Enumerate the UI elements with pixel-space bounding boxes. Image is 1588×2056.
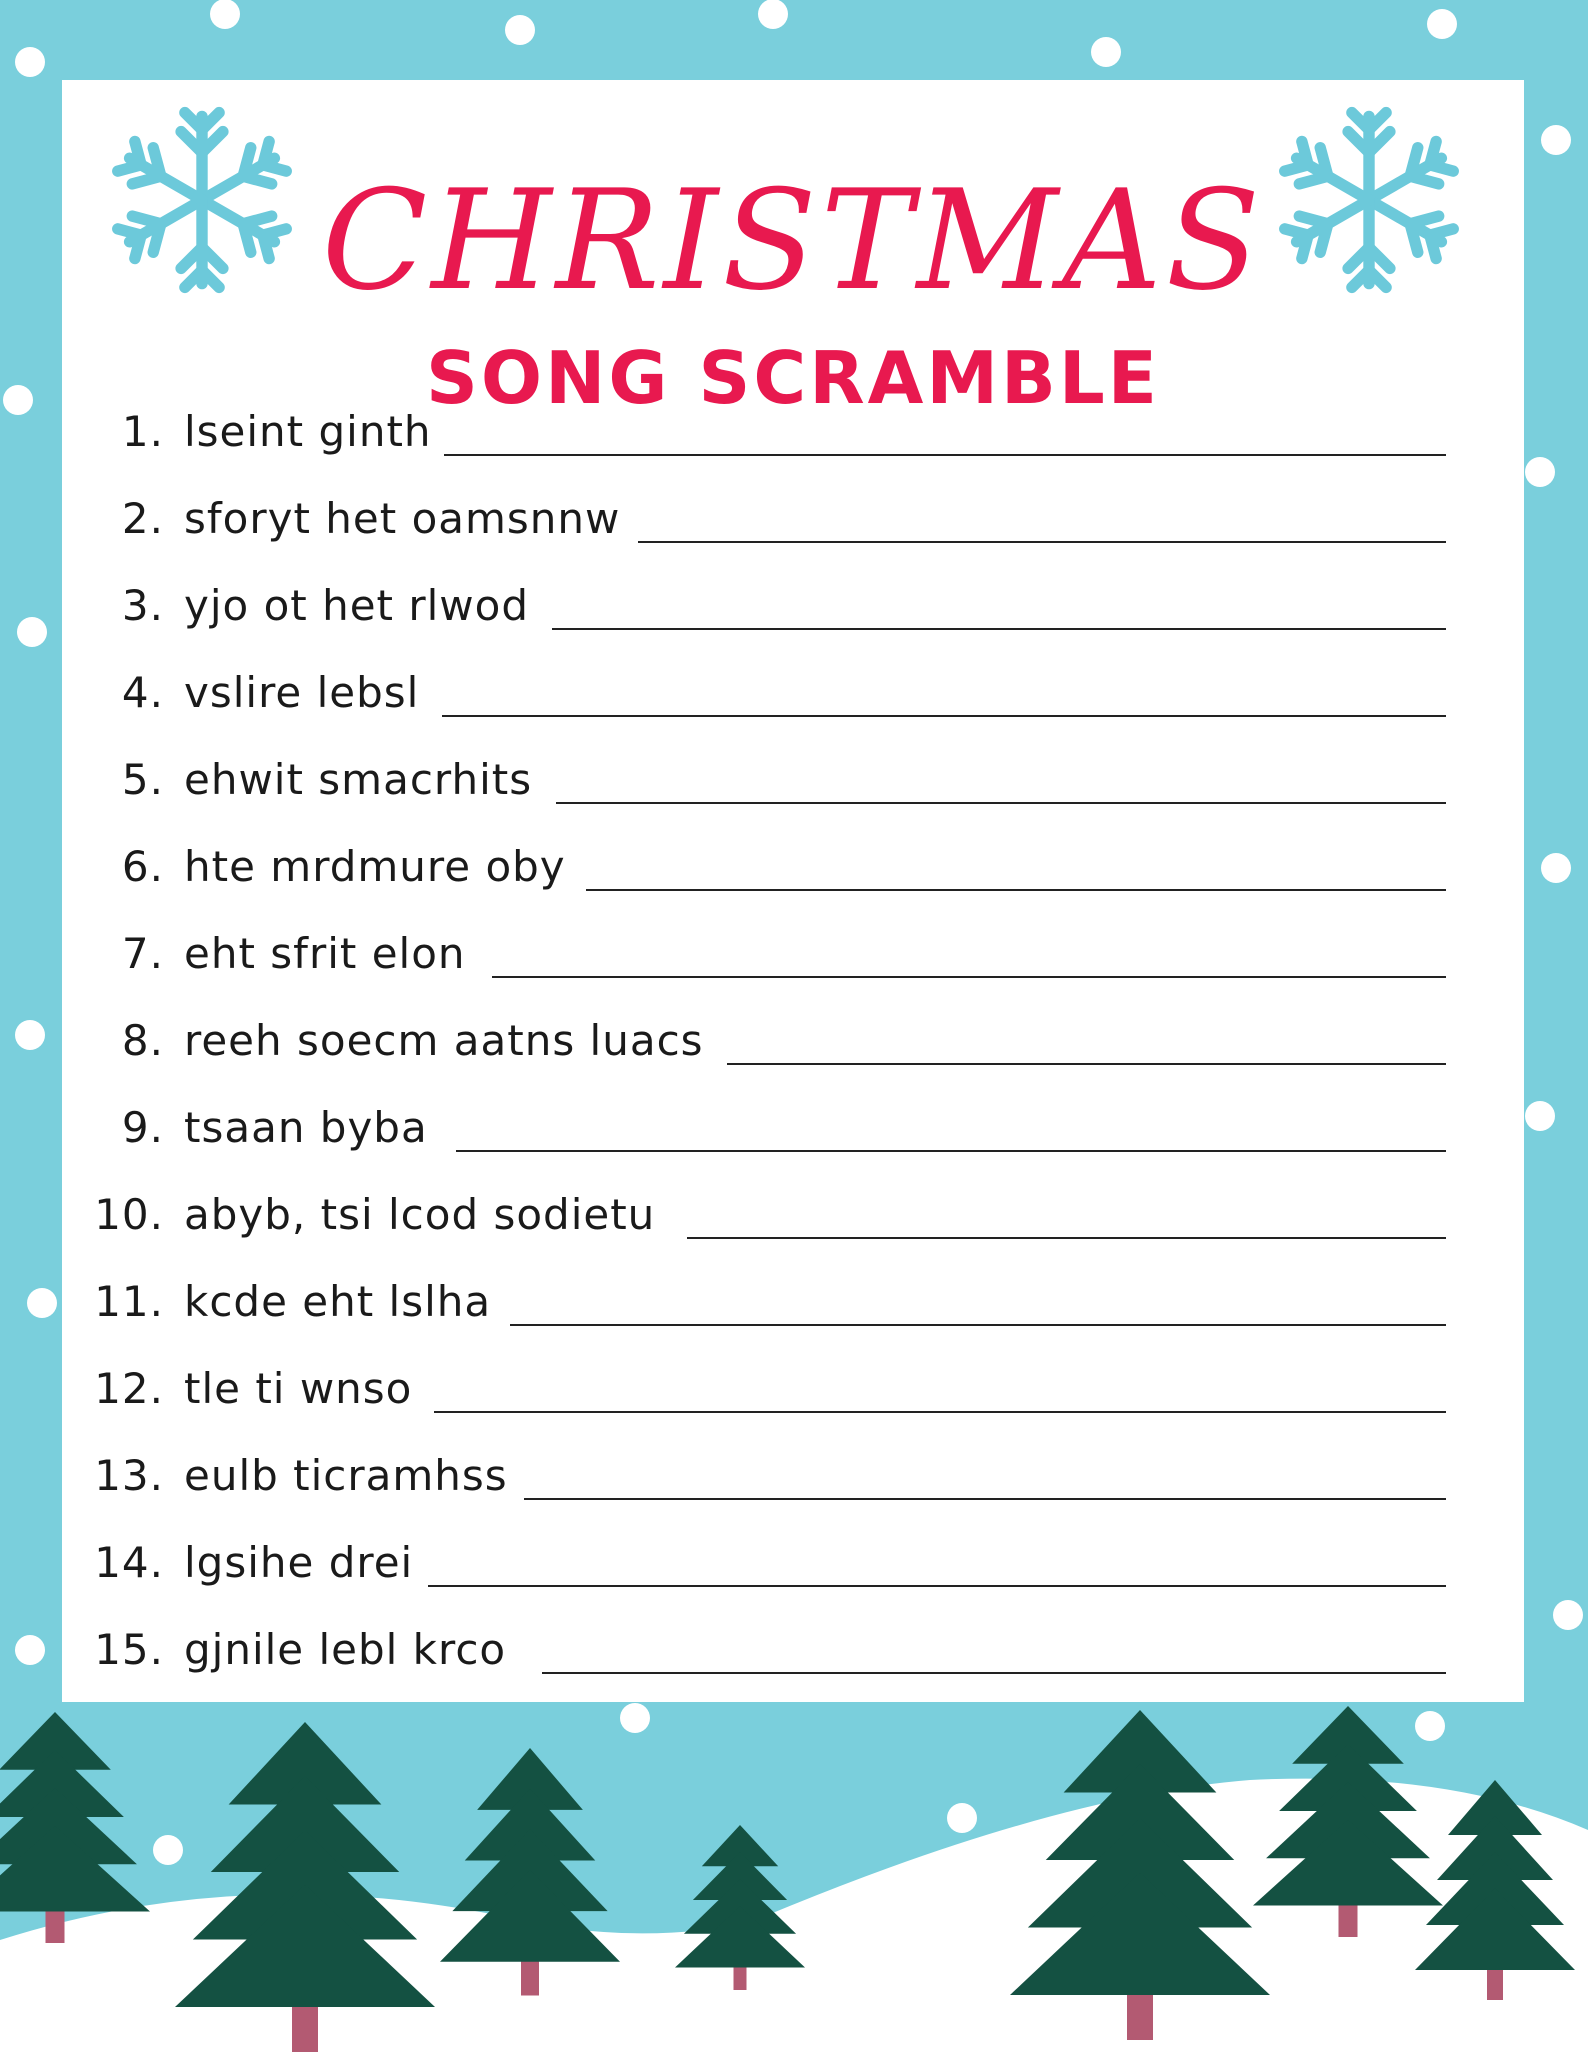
scrambled-text: tsaan byba xyxy=(184,1103,428,1152)
snow-dot xyxy=(1525,1101,1555,1131)
snow-dot xyxy=(1427,9,1457,39)
answer-line[interactable] xyxy=(586,889,1446,891)
answer-line[interactable] xyxy=(456,1150,1446,1152)
answer-line[interactable] xyxy=(638,541,1446,543)
item-number: 2. xyxy=(121,494,164,543)
scrambled-text: sforyt het oamsnnw xyxy=(184,494,621,543)
list-item xyxy=(62,402,1524,462)
pine-tree xyxy=(175,1722,435,2052)
scrambled-text: tle ti wnso xyxy=(184,1364,413,1413)
list-item xyxy=(62,1098,1524,1158)
list-item xyxy=(62,1011,1524,1071)
snow-dot xyxy=(505,15,535,45)
snow-dot xyxy=(620,1703,650,1733)
item-number: 15. xyxy=(94,1625,164,1674)
list-item xyxy=(62,1446,1524,1506)
snow-dot xyxy=(15,1635,45,1665)
snow-dot xyxy=(210,0,240,29)
item-number: 14. xyxy=(94,1538,164,1587)
scrambled-text: eulb ticramhss xyxy=(184,1451,508,1500)
list-item xyxy=(62,1272,1524,1332)
answer-line[interactable] xyxy=(434,1411,1446,1413)
snow-dot xyxy=(1415,1711,1445,1741)
scrambled-text: gjnile lebl krco xyxy=(184,1625,507,1674)
snow-dot xyxy=(1541,853,1571,883)
pine-tree xyxy=(675,1825,805,1990)
scrambled-text: lseint ginth xyxy=(184,407,432,456)
answer-line[interactable] xyxy=(524,1498,1446,1500)
snow-dot xyxy=(1553,1600,1583,1630)
list-item xyxy=(62,1620,1524,1680)
list-item xyxy=(62,1359,1524,1419)
item-number: 10. xyxy=(94,1190,164,1239)
list-item xyxy=(62,1185,1524,1245)
snow-dot xyxy=(17,617,47,647)
scrambled-text: vslire lebsl xyxy=(184,668,420,717)
list-item xyxy=(62,489,1524,549)
list-item xyxy=(62,663,1524,723)
scrambled-text: kcde eht lslha xyxy=(184,1277,492,1326)
answer-line[interactable] xyxy=(687,1237,1446,1239)
scrambled-text: yjo ot het rlwod xyxy=(184,581,530,630)
page-subtitle: SONG SCRAMBLE xyxy=(426,336,1160,420)
scrambled-text: ehwit smacrhits xyxy=(184,755,533,804)
worksheet-card xyxy=(62,80,1524,1702)
item-number: 1. xyxy=(121,407,164,456)
answer-line[interactable] xyxy=(442,715,1446,717)
list-item xyxy=(62,750,1524,810)
item-number: 4. xyxy=(121,668,164,717)
item-number: 11. xyxy=(94,1277,164,1326)
snow-dot xyxy=(1525,457,1555,487)
scrambled-text: abyb, tsi lcod sodietu xyxy=(184,1190,656,1239)
item-number: 13. xyxy=(94,1451,164,1500)
snow-dot xyxy=(1091,37,1121,67)
answer-line[interactable] xyxy=(428,1585,1446,1587)
snow-dot xyxy=(947,1803,977,1833)
pine-tree xyxy=(440,1748,620,1996)
item-number: 6. xyxy=(121,842,164,891)
snow-dot xyxy=(15,47,45,77)
page-title: CHRISTMAS xyxy=(321,160,1265,321)
item-number: 7. xyxy=(121,929,164,978)
item-number: 9. xyxy=(121,1103,164,1152)
snow-dot xyxy=(153,1835,183,1865)
snow-dot xyxy=(758,0,788,29)
item-number: 3. xyxy=(121,581,164,630)
item-number: 8. xyxy=(121,1016,164,1065)
answer-line[interactable] xyxy=(510,1324,1446,1326)
snow-dot xyxy=(1541,125,1571,155)
answer-line[interactable] xyxy=(552,628,1446,630)
scrambled-text: hte mrdmure oby xyxy=(184,842,566,891)
answer-line[interactable] xyxy=(542,1672,1446,1674)
list-item xyxy=(62,837,1524,897)
scrambled-text: reeh soecm aatns luacs xyxy=(184,1016,704,1065)
scrambled-text: lgsihe drei xyxy=(184,1538,414,1587)
answer-line[interactable] xyxy=(444,454,1446,456)
pine-tree xyxy=(0,1712,150,1943)
snow-dot xyxy=(27,1288,57,1318)
list-item xyxy=(62,576,1524,636)
snow-dot xyxy=(3,385,33,415)
answer-line[interactable] xyxy=(492,976,1446,978)
list-item xyxy=(62,924,1524,984)
scrambled-text: eht sfrit elon xyxy=(184,929,466,978)
list-item xyxy=(62,1533,1524,1593)
item-number: 12. xyxy=(94,1364,164,1413)
answer-line[interactable] xyxy=(556,802,1446,804)
item-number: 5. xyxy=(121,755,164,804)
answer-line[interactable] xyxy=(727,1063,1446,1065)
snow-dot xyxy=(15,1020,45,1050)
